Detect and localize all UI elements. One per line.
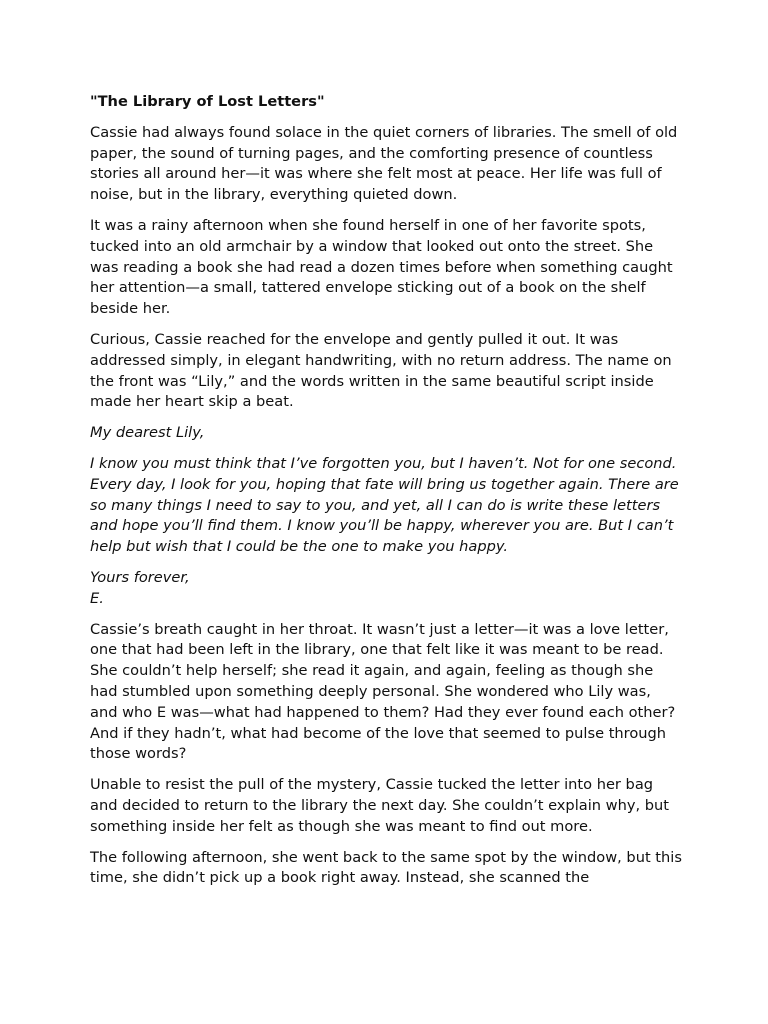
letter-salutation: My dearest Lily,	[90, 424, 205, 442]
paragraph-5: Unable to resist the pull of the mystery, Cassie tucked the letter into her bag and decided to return to the library the next day. She couldn’t explain why, but something inside her felt as though she was meant to find out more.	[90, 776, 669, 835]
document-page	[90, 92, 682, 899]
paragraph-6: The following afternoon, she went back to the same spot by the window, but this time, she didn’t pick up a book right away. Instead, she scanned the	[90, 848, 682, 887]
letter-body: I know you must think that I’ve forgotten you, but I haven’t. Not for one second. Every day, I look for you, hoping that fate will bring us together again. There are so many things I need to say to you, and yet, all I can do is write these letters and hope you’ll find them. I know you’ll be happy, wherever you are. But I can’t help but wish that I could be the one to make you happy.	[90, 454, 679, 556]
letter-closing: Yours forever,	[90, 568, 190, 586]
document-title: "The Library of Lost Letters"	[90, 93, 325, 110]
letter-signature: E.	[90, 589, 104, 607]
paragraph-2: It was a rainy afternoon when she found herself in one of her favorite spots, tucked into an old armchair by a window that looked out onto the street. She was reading a book she had read a dozen times before when something caught her attention—a small, tattered envelope sticking out of a book on the shelf beside her.	[90, 216, 673, 318]
paragraph-4: Cassie’s breath caught in her throat. It wasn’t just a letter—it was a love letter, one that had been left in the library, one that felt like it was meant to be read. She couldn’t help herself; she read it again, and again, feeling as though she had stumbled upon something deeply personal. She wondered who Lily was, and who E was—what had happened to them? Had they ever found each other? And if they hadn’t, what had become of the love that seemed to pulse through those words?	[90, 620, 676, 763]
paragraph-1: Cassie had always found solace in the quiet corners of libraries. The smell of old paper, the sound of turning pages, and the comforting presence of countless stories all around her—it was where she felt most at peace. Her life was full of noise, but in the library, everything quieted down.	[90, 123, 678, 204]
paragraph-3: Curious, Cassie reached for the envelope and gently pulled it out. It was addressed simply, in elegant handwriting, with no return address. The name on the front was “Lily,” and the words written in the same beautiful script inside made her heart skip a beat.	[90, 330, 672, 411]
letter-closing-block	[90, 568, 682, 610]
